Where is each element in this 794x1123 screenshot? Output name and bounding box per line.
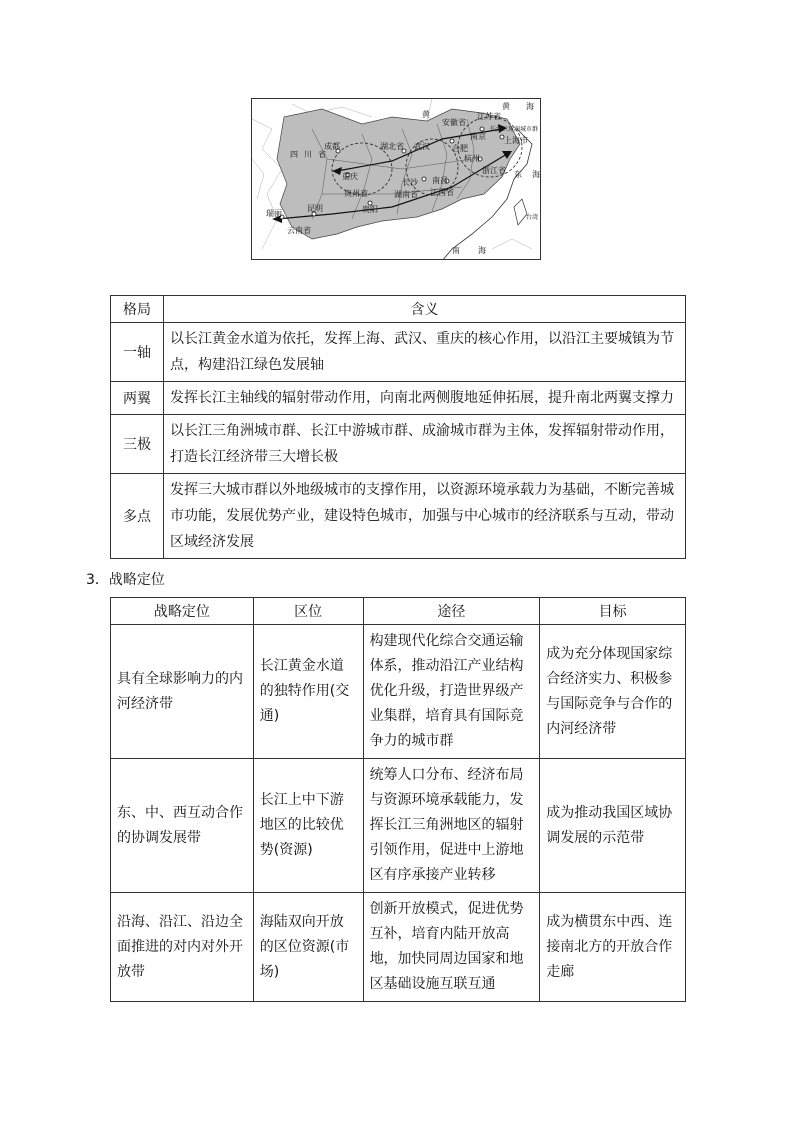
map-label-wuhan: 武汉 xyxy=(414,142,430,151)
map-label-jiangxi: 江西省 xyxy=(430,188,454,197)
map-label-hai3: 海 xyxy=(478,246,486,255)
map-label-csj: 长江三角洲城市群 xyxy=(490,126,539,133)
table-row xyxy=(111,323,686,382)
map-label-hubei: 湖北省 xyxy=(380,142,404,151)
pattern-table xyxy=(110,295,686,559)
map-label-nanchang: 南昌 xyxy=(432,176,448,185)
map-label-nanjing: 南京 xyxy=(470,132,486,141)
cell-strategy: 具有全球影响力的内河经济带 xyxy=(111,625,254,759)
map-label-taiwan: 台湾 xyxy=(526,214,539,221)
map-label-jiangsu: 江苏省 xyxy=(477,112,501,121)
map-label-ruili: 瑞丽 xyxy=(266,209,282,218)
row-key: 两翼 xyxy=(111,382,164,415)
cell-approach: 统筹人口分布、经济布局与资源环境承载能力，发挥长江三角洲地区的辐射引领作用，促进中上游地区有序承接产业转移 xyxy=(363,759,540,893)
table-header-row xyxy=(111,598,686,625)
strategy-table xyxy=(110,597,686,1002)
row-key: 三极 xyxy=(111,415,164,474)
table-row xyxy=(111,759,686,893)
cell-location: 海陆双向开放的区位资源(市场) xyxy=(253,893,363,1002)
map-label-hefei: 合肥 xyxy=(452,144,468,153)
map-label-chongqing: 重庆 xyxy=(342,172,358,181)
section-title: 3．战略定位 xyxy=(86,572,165,588)
header-approach: 途径 xyxy=(363,598,540,625)
table-row xyxy=(111,625,686,759)
table-row xyxy=(111,415,686,474)
yangtze-economic-belt-map xyxy=(251,98,541,260)
header-goal: 目标 xyxy=(540,598,686,625)
cell-goal: 成为推动我国区域协调发展的示范带 xyxy=(540,759,686,893)
cell-strategy: 东、中、西互动合作的协调发展带 xyxy=(111,759,254,893)
map-label-kunming: 昆明 xyxy=(307,204,323,213)
cell-location: 长江黄金水道的独特作用(交通) xyxy=(253,625,363,759)
map-label-hangzhou: 杭州 xyxy=(464,154,480,163)
cell-goal: 成为横贯东中西、连接南北方的开放合作走廊 xyxy=(540,893,686,1002)
map-label-guiyang: 贵阳 xyxy=(362,205,378,214)
header-pattern: 格局 xyxy=(111,296,164,323)
cell-goal: 成为充分体现国家综合经济实力、积极参与国际竞争与合作的内河经济带 xyxy=(540,625,686,759)
map-label-hunan: 湖南省 xyxy=(394,190,418,199)
cell-strategy: 沿海、沿江、沿边全面推进的对内对外开放带 xyxy=(111,893,254,1002)
row-value: 发挥长江主轴线的辐射带动作用，向南北两侧腹地延伸拓展，提升南北两翼支撑力 xyxy=(164,382,686,415)
header-location: 区位 xyxy=(253,598,363,625)
map-label-nan: 南 xyxy=(452,246,460,255)
map-label-shanghai: 上海市 xyxy=(504,136,528,145)
map-label-huang: 黄 xyxy=(422,110,430,119)
map-label-changsha: 长沙 xyxy=(402,178,418,187)
row-key: 一轴 xyxy=(111,323,164,382)
table-header-row xyxy=(111,296,686,323)
row-key: 多点 xyxy=(111,474,164,559)
map-label-huanghai: 黄 xyxy=(502,102,510,111)
map-label-yunnan: 云南省 xyxy=(287,226,311,235)
map-label-zhejiang: 浙江省 xyxy=(482,166,506,175)
table-row xyxy=(111,893,686,1002)
row-value: 发挥三大城市群以外地级城市的支撑作用，以资源环境承载力为基础，不断完善城市功能，发展优势产业，建设特色城市，加强与中心城市的经济联系与互动，带动区域经济发展 xyxy=(164,474,686,559)
map-label-chengdu: 成都 xyxy=(324,142,340,151)
table-row xyxy=(111,382,686,415)
row-value: 以长江黄金水道为依托，发挥上海、武汉、重庆的核心作用，以沿江主要城镇为节点，构建沿江绿色发展轴 xyxy=(164,323,686,382)
map-label-anhui: 安徽省 xyxy=(442,118,466,127)
header-strategy: 战略定位 xyxy=(111,598,254,625)
map-label-sichuan: 四川省 xyxy=(290,150,332,159)
row-value: 以长江三角洲城市群、长江中游城市群、成渝城市群为主体，发挥辐射带动作用，打造长江经济带三大增长极 xyxy=(164,415,686,474)
map-label-hai1: 海 xyxy=(526,102,534,111)
table-row xyxy=(111,474,686,559)
header-meaning: 含义 xyxy=(164,296,686,323)
map-label-guizhou: 贵州省 xyxy=(344,189,368,198)
map-label-dong: 东 xyxy=(514,170,522,179)
cell-approach: 构建现代化综合交通运输体系，推动沿江产业结构优化升级，打造世界级产业集群，培育具有国际竞争力的城市群 xyxy=(363,625,540,759)
cell-location: 长江上中下游地区的比较优势(资源) xyxy=(253,759,363,893)
cell-approach: 创新开放模式，促进优势互补，培育内陆开放高地，加快同周边国家和地区基础设施互联互通 xyxy=(363,893,540,1002)
map-label-hai2: 海 xyxy=(532,170,540,179)
